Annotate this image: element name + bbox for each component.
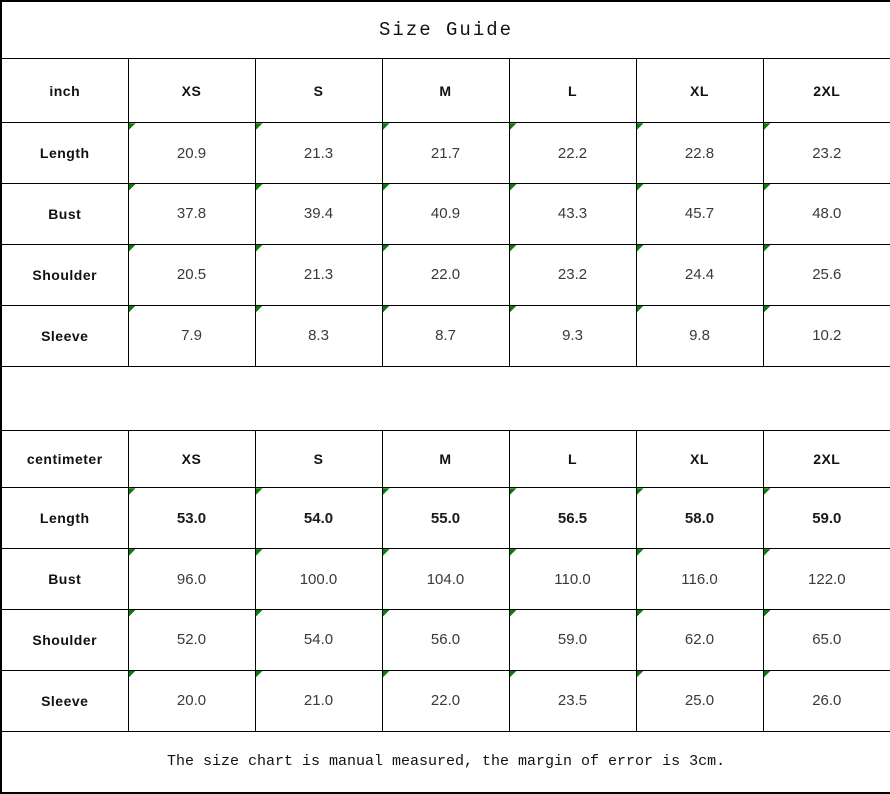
corner-marker-icon — [764, 123, 771, 130]
corner-marker-icon — [764, 184, 771, 191]
cell-value: 65.0 — [812, 631, 842, 649]
size-header-s: S — [255, 59, 382, 123]
value-cell — [763, 609, 890, 670]
corner-marker-icon — [383, 671, 390, 678]
value-cell — [255, 609, 382, 670]
cell-value: 25.0 — [684, 692, 715, 710]
value-cell — [763, 184, 890, 245]
corner-marker-icon — [256, 610, 263, 617]
size-header-l: L — [509, 430, 636, 488]
cell-value: 39.4 — [303, 205, 334, 223]
cell-value: 104.0 — [426, 570, 465, 588]
cell-value: 23.2 — [557, 266, 588, 284]
cell-value: 55.0 — [430, 509, 461, 527]
row-label: Bust — [1, 549, 128, 610]
cell-value: 9.8 — [689, 327, 710, 345]
corner-marker-icon — [510, 306, 517, 313]
cell-value: 110.0 — [554, 570, 591, 588]
value-cell — [763, 123, 890, 184]
value-cell — [128, 123, 255, 184]
corner-marker-icon — [256, 123, 263, 130]
spacer-cell — [1, 366, 890, 430]
value-cell — [255, 670, 382, 731]
footer-row — [1, 731, 890, 793]
unit-header-centimeter: centimeter — [1, 430, 128, 488]
row-label: Shoulder — [1, 244, 128, 305]
value-cell — [255, 305, 382, 366]
corner-marker-icon — [129, 549, 136, 556]
corner-marker-icon — [256, 549, 263, 556]
inch-shoulder-row — [1, 244, 890, 305]
title-row — [1, 1, 890, 59]
row-label: Length — [1, 488, 128, 549]
cm-bust-row — [1, 549, 890, 610]
value-cell — [382, 305, 509, 366]
corner-marker-icon — [129, 184, 136, 191]
corner-marker-icon — [637, 610, 644, 617]
value-cell — [509, 305, 636, 366]
corner-marker-icon — [256, 671, 263, 678]
cell-value: 8.3 — [308, 327, 329, 345]
cell-value: 21.0 — [303, 692, 334, 710]
row-label: Sleeve — [1, 670, 128, 731]
cell-value: 20.0 — [176, 692, 207, 710]
cell-value: 22.0 — [430, 692, 461, 710]
corner-marker-icon — [764, 549, 771, 556]
value-cell — [509, 123, 636, 184]
inch-bust-row — [1, 184, 890, 245]
corner-marker-icon — [510, 488, 517, 495]
value-cell — [382, 670, 509, 731]
corner-marker-icon — [637, 488, 644, 495]
value-cell — [382, 244, 509, 305]
cell-value: 100.0 — [299, 570, 338, 588]
value-cell — [636, 488, 763, 549]
value-cell — [763, 488, 890, 549]
size-header-xl: XL — [636, 430, 763, 488]
value-cell — [763, 305, 890, 366]
cell-value: 26.0 — [812, 692, 842, 710]
cell-value: 56.5 — [557, 509, 588, 527]
unit-header-inch: inch — [1, 59, 128, 123]
corner-marker-icon — [510, 184, 517, 191]
cell-value: 25.6 — [812, 266, 842, 284]
value-cell — [763, 670, 890, 731]
corner-marker-icon — [383, 488, 390, 495]
corner-marker-icon — [383, 306, 390, 313]
value-cell — [509, 244, 636, 305]
value-cell — [636, 609, 763, 670]
cm-sleeve-row — [1, 670, 890, 731]
value-cell — [255, 184, 382, 245]
cell-value: 59.0 — [557, 631, 588, 649]
value-cell — [636, 670, 763, 731]
value-cell — [255, 488, 382, 549]
cell-value: 23.2 — [812, 144, 842, 162]
corner-marker-icon — [383, 245, 390, 252]
cell-value: 45.7 — [684, 205, 715, 223]
cell-value: 24.4 — [684, 266, 715, 284]
corner-marker-icon — [383, 123, 390, 130]
size-header-m: M — [382, 430, 509, 488]
corner-marker-icon — [764, 671, 771, 678]
corner-marker-icon — [764, 306, 771, 313]
cell-value: 21.7 — [430, 144, 461, 162]
cell-value: 7.9 — [181, 327, 202, 345]
size-header-l: L — [509, 59, 636, 123]
corner-marker-icon — [129, 488, 136, 495]
cell-value: 116.0 — [681, 570, 718, 588]
corner-marker-icon — [129, 610, 136, 617]
corner-marker-icon — [129, 245, 136, 252]
corner-marker-icon — [383, 184, 390, 191]
spacer-row — [1, 366, 890, 430]
corner-marker-icon — [510, 671, 517, 678]
value-cell — [509, 670, 636, 731]
value-cell — [636, 549, 763, 610]
cell-value: 48.0 — [812, 205, 842, 223]
size-header-2xl: 2XL — [763, 430, 890, 488]
cell-value: 22.2 — [557, 144, 588, 162]
value-cell — [509, 488, 636, 549]
size-header-xs: XS — [128, 59, 255, 123]
row-label: Shoulder — [1, 609, 128, 670]
cell-value: 53.0 — [176, 509, 207, 527]
value-cell — [382, 609, 509, 670]
corner-marker-icon — [256, 488, 263, 495]
cell-value: 20.5 — [176, 266, 207, 284]
inch-sleeve-row — [1, 305, 890, 366]
corner-marker-icon — [510, 610, 517, 617]
corner-marker-icon — [256, 245, 263, 252]
cm-length-row — [1, 488, 890, 549]
corner-marker-icon — [637, 306, 644, 313]
corner-marker-icon — [637, 123, 644, 130]
value-cell — [255, 123, 382, 184]
value-cell — [509, 609, 636, 670]
corner-marker-icon — [637, 549, 644, 556]
corner-marker-icon — [510, 123, 517, 130]
corner-marker-icon — [764, 488, 771, 495]
row-label: Sleeve — [1, 305, 128, 366]
size-header-xl: XL — [636, 59, 763, 123]
inch-length-row — [1, 123, 890, 184]
inch-header-row — [1, 59, 890, 123]
corner-marker-icon — [764, 610, 771, 617]
size-header-m: M — [382, 59, 509, 123]
cell-value: 58.0 — [684, 509, 715, 527]
cell-value: 9.3 — [562, 327, 583, 345]
corner-marker-icon — [256, 184, 263, 191]
cm-header-row — [1, 430, 890, 488]
value-cell — [128, 488, 255, 549]
value-cell — [128, 244, 255, 305]
cell-value: 122.0 — [808, 570, 846, 588]
corner-marker-icon — [510, 549, 517, 556]
value-cell — [255, 244, 382, 305]
value-cell — [636, 244, 763, 305]
size-header-s: S — [255, 430, 382, 488]
cell-value: 21.3 — [303, 144, 334, 162]
cell-value: 40.9 — [430, 205, 461, 223]
footer-note: The size chart is manual measured, the margin of error is 3cm. — [1, 731, 890, 793]
value-cell — [763, 244, 890, 305]
size-header-xs: XS — [128, 430, 255, 488]
corner-marker-icon — [637, 671, 644, 678]
cell-value: 56.0 — [430, 631, 461, 649]
cell-value: 21.3 — [303, 266, 334, 284]
value-cell — [636, 305, 763, 366]
cm-shoulder-row — [1, 609, 890, 670]
cell-value: 52.0 — [176, 631, 207, 649]
value-cell — [509, 184, 636, 245]
value-cell — [382, 549, 509, 610]
value-cell — [382, 184, 509, 245]
cell-value: 43.3 — [557, 205, 588, 223]
cell-value: 54.0 — [303, 631, 334, 649]
corner-marker-icon — [637, 245, 644, 252]
value-cell — [636, 123, 763, 184]
corner-marker-icon — [129, 306, 136, 313]
value-cell — [636, 184, 763, 245]
cell-value: 23.5 — [557, 692, 588, 710]
value-cell — [128, 609, 255, 670]
cell-value: 22.0 — [430, 266, 461, 284]
corner-marker-icon — [764, 245, 771, 252]
corner-marker-icon — [383, 549, 390, 556]
cell-value: 54.0 — [303, 509, 334, 527]
cell-value: 59.0 — [812, 509, 842, 527]
value-cell — [128, 549, 255, 610]
value-cell — [128, 184, 255, 245]
value-cell — [382, 123, 509, 184]
cell-value: 20.9 — [176, 144, 207, 162]
corner-marker-icon — [256, 306, 263, 313]
cell-value: 10.2 — [812, 327, 842, 345]
corner-marker-icon — [637, 184, 644, 191]
cell-value: 37.8 — [176, 205, 207, 223]
cell-value: 96.0 — [176, 570, 207, 588]
value-cell — [509, 549, 636, 610]
value-cell — [763, 549, 890, 610]
corner-marker-icon — [129, 123, 136, 130]
corner-marker-icon — [383, 610, 390, 617]
value-cell — [128, 305, 255, 366]
row-label: Length — [1, 123, 128, 184]
value-cell — [128, 670, 255, 731]
cell-value: 62.0 — [684, 631, 715, 649]
corner-marker-icon — [129, 671, 136, 678]
value-cell — [255, 549, 382, 610]
row-label: Bust — [1, 184, 128, 245]
cell-value: 8.7 — [435, 327, 456, 345]
page-title: Size Guide — [1, 1, 890, 59]
cell-value: 22.8 — [684, 144, 715, 162]
size-header-2xl: 2XL — [763, 59, 890, 123]
corner-marker-icon — [510, 245, 517, 252]
value-cell — [382, 488, 509, 549]
